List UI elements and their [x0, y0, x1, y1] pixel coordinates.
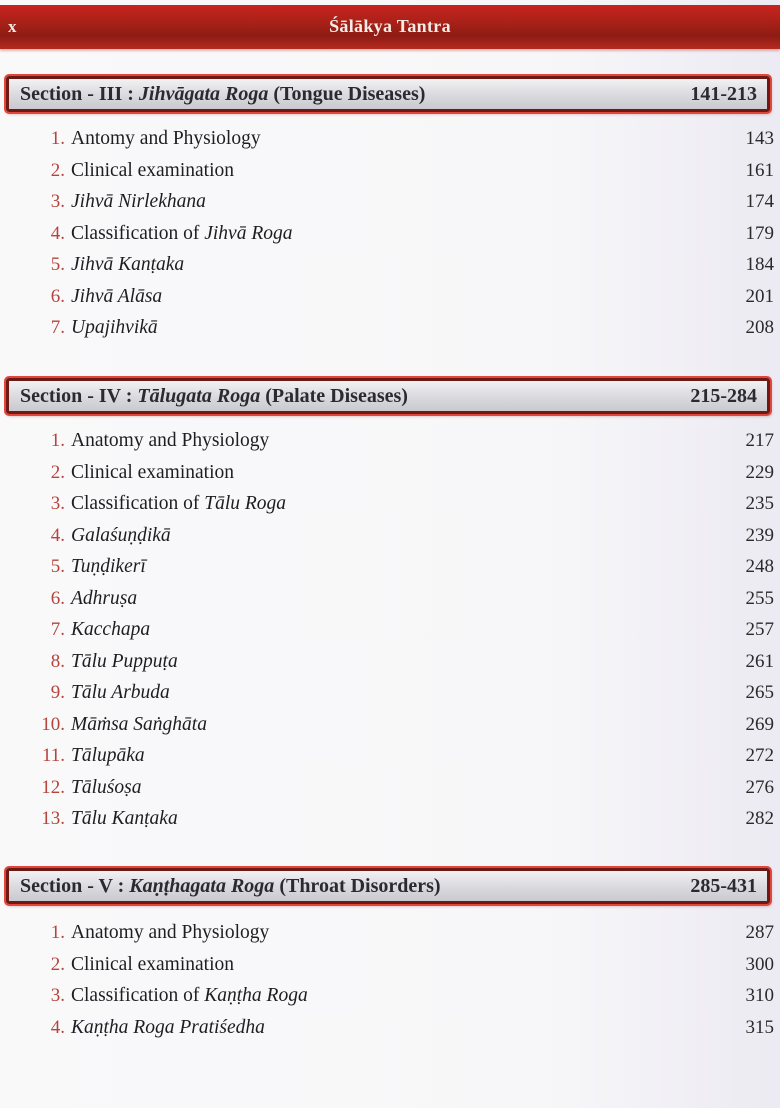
entry-title: Jihvā Alāsa [71, 285, 163, 307]
toc-entry[interactable] [0, 189, 780, 221]
toc-entry[interactable] [0, 680, 780, 712]
toc-entry[interactable] [0, 315, 780, 347]
entry-page: 261 [745, 650, 774, 672]
entry-page: 265 [745, 682, 774, 703]
toc-list-section-iv [0, 428, 780, 838]
section-heading-v[interactable] [6, 868, 770, 904]
entry-title: Kacchapa [71, 619, 151, 640]
toc-entry[interactable] [0, 920, 780, 952]
section-title [20, 875, 441, 898]
entry-number: 2. [50, 461, 65, 483]
entry-title: Anatomy and Physiology [71, 922, 270, 943]
entry-number: 7. [50, 619, 65, 640]
toc-entry[interactable] [0, 428, 780, 460]
entry-title: Tālu Kanṭaka [71, 808, 178, 829]
entry-title: Tuṇḍikerī [71, 556, 146, 577]
entry-number: 10. [41, 713, 65, 735]
toc-entry[interactable] [0, 554, 780, 586]
entry-number: 9. [50, 682, 65, 703]
toc-entry[interactable] [0, 460, 780, 492]
section-page-range: 285-431 [690, 875, 757, 897]
section-page-range: 215-284 [690, 385, 757, 407]
entry-title: Upajihvikā [71, 317, 158, 338]
running-header [0, 5, 780, 49]
entry-page: 300 [745, 953, 774, 975]
entry-title: Classification of Kaṇṭha Roga [71, 985, 308, 1006]
entry-page: 255 [745, 587, 774, 609]
book-title: Śālākya Tantra [329, 16, 451, 36]
entry-number: 3. [50, 493, 65, 514]
entry-number: 4. [50, 222, 65, 244]
section-heading-iii[interactable] [6, 76, 770, 112]
entry-page: 310 [745, 985, 774, 1006]
toc-list-section-iii [0, 126, 780, 347]
entry-page: 276 [745, 776, 774, 798]
entry-page: 269 [745, 713, 774, 735]
toc-entry[interactable] [0, 284, 780, 316]
entry-page: 239 [745, 524, 774, 546]
section-title [20, 385, 408, 408]
entry-number: 13. [41, 808, 65, 829]
page-number: x [8, 17, 17, 36]
entry-number: 1. [50, 128, 65, 149]
section-title-plain: (Tongue Diseases) [273, 83, 426, 105]
toc-entry[interactable] [0, 491, 780, 523]
entry-page: 208 [745, 317, 774, 338]
entry-page: 174 [745, 191, 774, 212]
entry-title: Tālu Puppuṭa [71, 650, 178, 672]
toc-entry[interactable] [0, 743, 780, 775]
toc-entry[interactable] [0, 806, 780, 838]
entry-title: Māṁsa Saṅghāta [71, 713, 207, 735]
entry-number: 5. [50, 254, 65, 275]
entry-page: 282 [745, 808, 774, 829]
section-label: Section - III : [20, 83, 134, 105]
toc-entry[interactable] [0, 523, 780, 555]
section-title-plain: (Throat Disorders) [279, 875, 441, 897]
entry-page: 248 [745, 556, 774, 577]
toc-entry[interactable] [0, 649, 780, 681]
entry-number: 11. [41, 745, 65, 766]
entry-page: 179 [745, 222, 774, 244]
entry-title: Tālupāka [71, 745, 145, 766]
entry-title: Anatomy and Physiology [71, 430, 270, 451]
entry-page: 184 [745, 254, 774, 275]
entry-number: 6. [50, 285, 65, 307]
entry-number: 6. [50, 587, 65, 609]
toc-entry[interactable] [0, 586, 780, 618]
toc-list-section-v [0, 920, 780, 1046]
entry-number: 7. [50, 317, 65, 338]
section-label: Section - IV : [20, 385, 133, 407]
entry-page: 143 [745, 128, 774, 149]
entry-page: 229 [745, 461, 774, 483]
entry-page: 272 [745, 745, 774, 766]
entry-page: 315 [745, 1016, 774, 1038]
entry-number: 2. [50, 159, 65, 181]
toc-entry[interactable] [0, 126, 780, 158]
entry-title: Galaśuṇḍikā [71, 524, 171, 546]
entry-number: 5. [50, 556, 65, 577]
entry-number: 2. [50, 953, 65, 975]
toc-entry[interactable] [0, 1015, 780, 1047]
entry-title: Jihvā Kanṭaka [71, 254, 185, 275]
section-label: Section - V : [20, 875, 125, 897]
section-title-italic: Kaṇṭhagata Roga [129, 875, 275, 897]
section-title-italic: Jihvāgata Roga [138, 83, 269, 105]
toc-entry[interactable] [0, 252, 780, 284]
entry-title: Clinical examination [71, 461, 234, 483]
section-heading-iv[interactable] [6, 378, 770, 414]
entry-title: Tāluśoṣa [71, 776, 142, 798]
entry-title: Tālu Arbuda [71, 682, 170, 703]
section-title-italic: Tālugata Roga [137, 385, 261, 407]
toc-entry[interactable] [0, 712, 780, 744]
entry-page: 287 [745, 922, 774, 943]
entry-number: 4. [50, 524, 65, 546]
entry-page: 161 [745, 159, 774, 181]
entry-page: 257 [745, 619, 774, 640]
toc-entry[interactable] [0, 221, 780, 253]
toc-entry[interactable] [0, 952, 780, 984]
entry-number: 4. [50, 1016, 65, 1038]
entry-number: 3. [50, 985, 65, 1006]
section-title-plain: (Palate Diseases) [265, 385, 408, 407]
entry-title: Classification of Jihvā Roga [71, 222, 293, 244]
section-title [20, 83, 425, 106]
section-page-range: 141-213 [690, 83, 757, 105]
entry-page: 235 [745, 493, 774, 514]
toc-entry[interactable] [0, 158, 780, 190]
entry-number: 8. [50, 650, 65, 672]
entry-number: 1. [50, 922, 65, 943]
entry-title: Classification of Tālu Roga [71, 493, 287, 514]
entry-title: Clinical examination [71, 953, 234, 975]
entry-title: Kaṇṭha Roga Pratiśedha [71, 1016, 265, 1038]
entry-title: Jihvā Nirlekhana [71, 191, 206, 212]
toc-entry[interactable] [0, 775, 780, 807]
entry-title: Adhruṣa [71, 587, 138, 609]
entry-page: 201 [745, 285, 774, 307]
toc-entry[interactable] [0, 983, 780, 1015]
toc-entry[interactable] [0, 617, 780, 649]
entry-number: 12. [41, 776, 65, 798]
entry-number: 3. [50, 191, 65, 212]
entry-number: 1. [50, 430, 65, 451]
entry-page: 217 [745, 430, 774, 451]
entry-title: Clinical examination [71, 159, 234, 181]
entry-title: Antomy and Physiology [71, 128, 261, 149]
